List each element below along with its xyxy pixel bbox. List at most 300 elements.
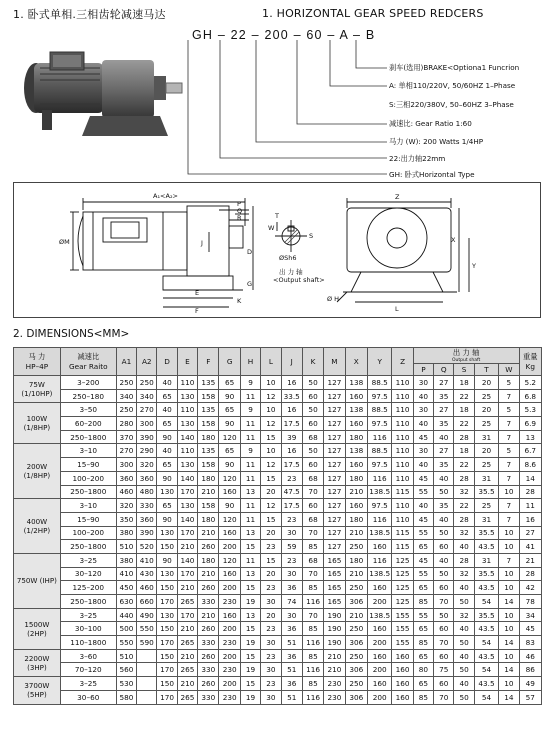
hdr-z: Z: [392, 348, 413, 376]
table-cell: 130: [157, 526, 177, 540]
table-cell: 50: [454, 663, 474, 677]
table-cell: 170: [157, 636, 177, 650]
table-row: [14, 417, 542, 431]
table-cell: 160: [219, 485, 240, 499]
motor-photo: [20, 46, 188, 144]
table-cell: 3–10: [60, 499, 116, 513]
table-cell: 180: [198, 430, 219, 444]
table-cell: 200: [219, 677, 240, 691]
table-cell: 210: [198, 567, 219, 581]
table-row: [14, 430, 542, 444]
table-cell: 230: [324, 677, 345, 691]
table-cell: 210: [345, 567, 367, 581]
table-cell: 28: [519, 567, 541, 581]
table-cell: 15: [261, 471, 281, 485]
table-cell: 110: [392, 444, 413, 458]
table-cell: 250: [345, 622, 367, 636]
table-cell: 27: [434, 444, 454, 458]
table-cell: 127: [324, 512, 345, 526]
dim-g-label: G: [247, 280, 253, 288]
table-cell: 70: [434, 690, 454, 704]
table-cell: 158: [198, 389, 219, 403]
table-row: [14, 649, 542, 663]
table-cell: 138.5: [367, 567, 391, 581]
table-cell: 60: [302, 458, 323, 472]
table-cell: 110: [392, 499, 413, 513]
table-cell: 30–100: [60, 622, 116, 636]
table-cell: 25: [474, 499, 498, 513]
table-cell: 70: [434, 595, 454, 609]
table-cell: 51: [281, 690, 302, 704]
table-cell: 165: [324, 553, 345, 567]
table-cell: 110: [392, 403, 413, 417]
table-cell: 11: [240, 430, 260, 444]
table-cell: 300: [116, 458, 136, 472]
table-cell: 140: [177, 430, 197, 444]
table-cell: 6.9: [519, 417, 541, 431]
table-cell: 138: [345, 376, 367, 390]
table-cell: 130: [157, 567, 177, 581]
table-cell: 450: [116, 581, 136, 595]
dim-f-label: F: [195, 307, 199, 315]
table-cell: 50: [302, 403, 323, 417]
hdr-x: X: [345, 348, 367, 376]
table-cell: 23: [281, 553, 302, 567]
table-cell: 150: [157, 581, 177, 595]
model-code: GH – 22 – 200 – 60 – A – B: [192, 28, 376, 42]
table-cell: 3–25: [60, 553, 116, 567]
table-cell: 40: [454, 581, 474, 595]
dim-k-label: K: [237, 297, 242, 305]
table-cell: 68: [302, 471, 323, 485]
table-cell: 3–25: [60, 608, 116, 622]
table-cell: 43.5: [474, 649, 498, 663]
table-cell: 190: [324, 608, 345, 622]
table-cell: 160: [367, 677, 391, 691]
table-cell: 210: [345, 526, 367, 540]
table-cell: 28: [454, 471, 474, 485]
table-cell: 23: [281, 471, 302, 485]
table-cell: 180: [345, 553, 367, 567]
table-cell: 260: [198, 581, 219, 595]
table-cell: 135: [198, 403, 219, 417]
table-cell: 45: [413, 553, 433, 567]
table-cell: 160: [392, 690, 413, 704]
table-cell: 18: [454, 376, 474, 390]
table-cell: 370: [116, 430, 136, 444]
legend-brake: 刹车(选用)BRAKE<Optiona1 Funcrion: [389, 63, 520, 72]
table-cell: 85: [413, 636, 433, 650]
table-cell: 30–60: [60, 690, 116, 704]
table-cell: 260: [198, 622, 219, 636]
table-cell: 10: [499, 581, 519, 595]
table-cell: 90: [157, 512, 177, 526]
table-cell: 75: [434, 663, 454, 677]
motor-cell: 2200W (3HP): [14, 649, 61, 676]
table-cell: 70: [302, 485, 323, 499]
table-cell: 9: [240, 376, 260, 390]
table-cell: 210: [198, 608, 219, 622]
table-cell: 25: [474, 458, 498, 472]
table-cell: 23: [261, 649, 281, 663]
table-cell: 125: [392, 553, 413, 567]
table-cell: 65: [413, 649, 433, 663]
table-cell: 135: [198, 376, 219, 390]
table-cell: 410: [116, 567, 136, 581]
hdr-g: G: [219, 348, 240, 376]
table-cell: 170: [177, 485, 197, 499]
table-cell: 65: [157, 389, 177, 403]
table-cell: 15: [261, 553, 281, 567]
table-cell: 90: [219, 499, 240, 513]
table-row: [14, 458, 542, 472]
table-cell: 15: [261, 430, 281, 444]
table-cell: 47.5: [281, 485, 302, 499]
table-cell: 158: [198, 417, 219, 431]
table-cell: 15: [261, 512, 281, 526]
table-cell: 306: [345, 595, 367, 609]
table-cell: 360: [116, 471, 136, 485]
hdr-ratio: 减速比 Gear Raito: [60, 348, 116, 376]
table-cell: 22: [454, 499, 474, 513]
table-cell: 49: [519, 677, 541, 691]
table-cell: 31: [474, 553, 498, 567]
table-cell: 60–200: [60, 417, 116, 431]
table-cell: 330: [198, 690, 219, 704]
table-cell: 380: [116, 526, 136, 540]
table-cell: 160: [345, 458, 367, 472]
table-cell: 530: [116, 677, 136, 691]
table-cell: 230: [219, 636, 240, 650]
table-cell: 70: [302, 608, 323, 622]
table-cell: 65: [413, 622, 433, 636]
table-cell: 110: [177, 444, 197, 458]
table-cell: 7: [499, 553, 519, 567]
table-cell: 11: [240, 417, 260, 431]
table-cell: 5.3: [519, 403, 541, 417]
table-cell: 200: [219, 581, 240, 595]
table-row: [14, 512, 542, 526]
hdr-weight: 重量 Kg: [519, 348, 541, 376]
table-cell: 10: [499, 567, 519, 581]
table-cell: 12: [261, 458, 281, 472]
table-cell: 50: [434, 567, 454, 581]
table-cell: 210: [177, 677, 197, 691]
table-cell: 11: [240, 499, 260, 513]
table-cell: 127: [324, 499, 345, 513]
table-row: [14, 553, 542, 567]
table-row: [14, 376, 542, 390]
table-cell: 23: [261, 622, 281, 636]
table-cell: 110: [392, 512, 413, 526]
table-cell: 15–90: [60, 512, 116, 526]
title-cn: 1. 卧式单相.三相齿轮减速马达: [13, 8, 166, 21]
table-cell: 116: [367, 430, 391, 444]
table-cell: 430: [137, 567, 157, 581]
table-cell: 127: [324, 417, 345, 431]
table-cell: 125: [392, 595, 413, 609]
table-cell: 330: [198, 663, 219, 677]
hdr-motor: 马 力 HP–4P: [14, 348, 61, 376]
table-cell: 32: [454, 567, 474, 581]
hdr-m: M: [324, 348, 345, 376]
dim-m-label: ØM: [59, 238, 70, 246]
table-cell: 40: [157, 444, 177, 458]
table-cell: 250: [137, 376, 157, 390]
table-cell: 65: [219, 376, 240, 390]
table-cell: 150: [157, 540, 177, 554]
table-cell: 6.7: [519, 444, 541, 458]
table-cell: 51: [281, 663, 302, 677]
table-cell: 250: [116, 403, 136, 417]
table-cell: 50: [434, 608, 454, 622]
table-cell: 10: [499, 649, 519, 663]
table-cell: 80: [413, 663, 433, 677]
table-cell: 35: [434, 389, 454, 403]
table-cell: 40: [454, 677, 474, 691]
table-cell: 138: [345, 403, 367, 417]
table-cell: 630: [116, 595, 136, 609]
dim-s-label: S: [309, 232, 314, 240]
table-cell: 35: [434, 417, 454, 431]
table-cell: 65: [157, 458, 177, 472]
table-cell: 125: [392, 581, 413, 595]
table-cell: 21: [519, 553, 541, 567]
table-cell: 200: [367, 595, 391, 609]
motor-cell: 750W (IHP): [14, 553, 61, 608]
table-cell: 30: [281, 608, 302, 622]
dim-x-label: X: [451, 236, 456, 244]
table-cell: 230: [219, 595, 240, 609]
table-cell: 33.5: [281, 389, 302, 403]
legend-power: 马力 (W): 200 Watts 1/4HP: [389, 137, 484, 146]
table-cell: 55: [413, 608, 433, 622]
legend-ratio: 减速比: Gear Ratio 1:60: [389, 119, 472, 128]
table-cell: 11: [519, 499, 541, 513]
table-cell: 16: [281, 376, 302, 390]
table-cell: 11: [240, 389, 260, 403]
table-cell: 10: [499, 677, 519, 691]
table-cell: 265: [177, 663, 197, 677]
motor-cell: 1500W (2HP): [14, 608, 61, 649]
table-row: [14, 636, 542, 650]
table-cell: 5: [499, 376, 519, 390]
table-cell: 30: [261, 663, 281, 677]
table-cell: 158: [198, 499, 219, 513]
table-cell: 40: [157, 403, 177, 417]
table-cell: 20: [261, 526, 281, 540]
table-cell: 127: [324, 376, 345, 390]
table-cell: 16: [519, 512, 541, 526]
table-cell: 11: [240, 553, 260, 567]
table-cell: 265: [177, 595, 197, 609]
table-cell: 40: [413, 417, 433, 431]
table-cell: 180: [198, 471, 219, 485]
table-cell: 160: [392, 663, 413, 677]
dim-a-label: A₁<A₂>: [153, 192, 178, 200]
table-cell: 31: [474, 471, 498, 485]
table-cell: 170: [157, 690, 177, 704]
table-cell: 27: [434, 376, 454, 390]
table-cell: 30: [281, 526, 302, 540]
table-cell: 60: [302, 499, 323, 513]
table-cell: 86: [519, 663, 541, 677]
table-cell: [137, 649, 157, 663]
table-cell: 14: [499, 690, 519, 704]
motor-cell: 3700W (5HP): [14, 677, 61, 704]
table-cell: 85: [302, 581, 323, 595]
table-cell: 660: [137, 595, 157, 609]
table-cell: 55: [413, 526, 433, 540]
table-cell: 23: [281, 512, 302, 526]
table-cell: 11: [240, 512, 260, 526]
hdr-l: L: [261, 348, 281, 376]
table-cell: 210: [198, 526, 219, 540]
table-cell: 7: [499, 458, 519, 472]
table-cell: 340: [137, 389, 157, 403]
dim-j-label: J: [201, 239, 203, 247]
table-cell: 15–90: [60, 458, 116, 472]
table-cell: 14: [499, 636, 519, 650]
table-cell: 23: [261, 581, 281, 595]
table-cell: 160: [367, 622, 391, 636]
table-cell: 10: [499, 540, 519, 554]
table-cell: 5.2: [519, 376, 541, 390]
table-cell: 116: [367, 512, 391, 526]
table-cell: 260: [198, 677, 219, 691]
table-cell: 7: [499, 499, 519, 513]
table-cell: 127: [324, 444, 345, 458]
table-cell: 13: [519, 430, 541, 444]
table-cell: 210: [177, 649, 197, 663]
table-cell: 590: [137, 636, 157, 650]
table-cell: 250–1800: [60, 540, 116, 554]
table-cell: 42: [519, 581, 541, 595]
table-cell: 130: [177, 417, 197, 431]
table-cell: 11: [240, 471, 260, 485]
table-cell: 50: [302, 444, 323, 458]
table-cell: 230: [324, 690, 345, 704]
table-row: [14, 622, 542, 636]
table-cell: 40: [434, 430, 454, 444]
table-row: [14, 663, 542, 677]
table-cell: 250–1800: [60, 595, 116, 609]
table-cell: 35.5: [474, 567, 498, 581]
table-cell: 68: [302, 512, 323, 526]
table-cell: 210: [177, 622, 197, 636]
table-cell: 110: [392, 458, 413, 472]
table-cell: 155: [392, 622, 413, 636]
table-cell: 120: [219, 553, 240, 567]
table-cell: 13: [240, 526, 260, 540]
table-cell: 560: [116, 663, 136, 677]
table-cell: 250: [345, 581, 367, 595]
table-cell: 28: [454, 430, 474, 444]
table-cell: 14: [499, 663, 519, 677]
table-cell: 40: [454, 540, 474, 554]
table-cell: 65: [157, 499, 177, 513]
table-cell: 250: [345, 677, 367, 691]
table-cell: 250–1800: [60, 430, 116, 444]
table-cell: 10: [261, 444, 281, 458]
table-cell: 155: [392, 636, 413, 650]
table-cell: 12: [261, 417, 281, 431]
table-cell: 32: [454, 485, 474, 499]
table-cell: [137, 677, 157, 691]
table-cell: 60: [434, 649, 454, 663]
table-cell: 85: [302, 540, 323, 554]
table-cell: 20: [474, 403, 498, 417]
table-cell: 35: [434, 499, 454, 513]
table-cell: 40: [434, 471, 454, 485]
table-cell: 60: [434, 581, 454, 595]
table-row: [14, 540, 542, 554]
motor-cell: 100W (1/8HP): [14, 403, 61, 444]
table-cell: 70: [302, 526, 323, 540]
table-cell: 13: [240, 485, 260, 499]
dimensions-table: [13, 347, 542, 705]
table-cell: 15: [240, 622, 260, 636]
table-row: [14, 677, 542, 691]
table-cell: 57: [519, 690, 541, 704]
dim-h-label: Ø H: [327, 295, 340, 303]
table-cell: 3–200: [60, 376, 116, 390]
table-cell: 36: [281, 581, 302, 595]
table-cell: 138: [345, 444, 367, 458]
table-cell: 23: [261, 540, 281, 554]
table-cell: 85: [413, 690, 433, 704]
table-cell: 130: [157, 485, 177, 499]
table-cell: 115: [392, 485, 413, 499]
table-cell: 50: [454, 636, 474, 650]
table-cell: 350: [116, 512, 136, 526]
table-cell: 85: [302, 649, 323, 663]
dim-r-label: R: [237, 214, 242, 222]
table-cell: 330: [198, 595, 219, 609]
table-cell: 260: [198, 649, 219, 663]
table-cell: 43.5: [474, 677, 498, 691]
table-cell: 36: [281, 677, 302, 691]
table-cell: 110: [177, 376, 197, 390]
table-cell: 54: [474, 690, 498, 704]
table-cell: 35: [434, 458, 454, 472]
table-cell: 43.5: [474, 622, 498, 636]
table-cell: 70: [302, 567, 323, 581]
table-cell: 210: [177, 581, 197, 595]
hdr-h: H: [240, 348, 260, 376]
legend-shaft: 22:出力轴22mm: [389, 154, 446, 163]
table-cell: 20: [474, 376, 498, 390]
table-row: [14, 690, 542, 704]
table-cell: 265: [177, 636, 197, 650]
hdr-a2: A2: [137, 348, 157, 376]
hdr-w: W: [499, 364, 519, 376]
table-cell: 43.5: [474, 540, 498, 554]
section-2-title: 2. DIMENSIONS<MM>: [13, 328, 130, 340]
table-cell: 7: [499, 512, 519, 526]
table-cell: 180: [198, 512, 219, 526]
dim-t-label: T: [275, 212, 279, 220]
table-cell: 31: [474, 430, 498, 444]
table-cell: 40: [413, 458, 433, 472]
table-cell: 280: [116, 417, 136, 431]
table-cell: 160: [345, 389, 367, 403]
table-row: [14, 581, 542, 595]
table-cell: 110: [392, 389, 413, 403]
table-cell: 110: [392, 376, 413, 390]
table-row: [14, 499, 542, 513]
dimension-drawing: [13, 182, 539, 316]
